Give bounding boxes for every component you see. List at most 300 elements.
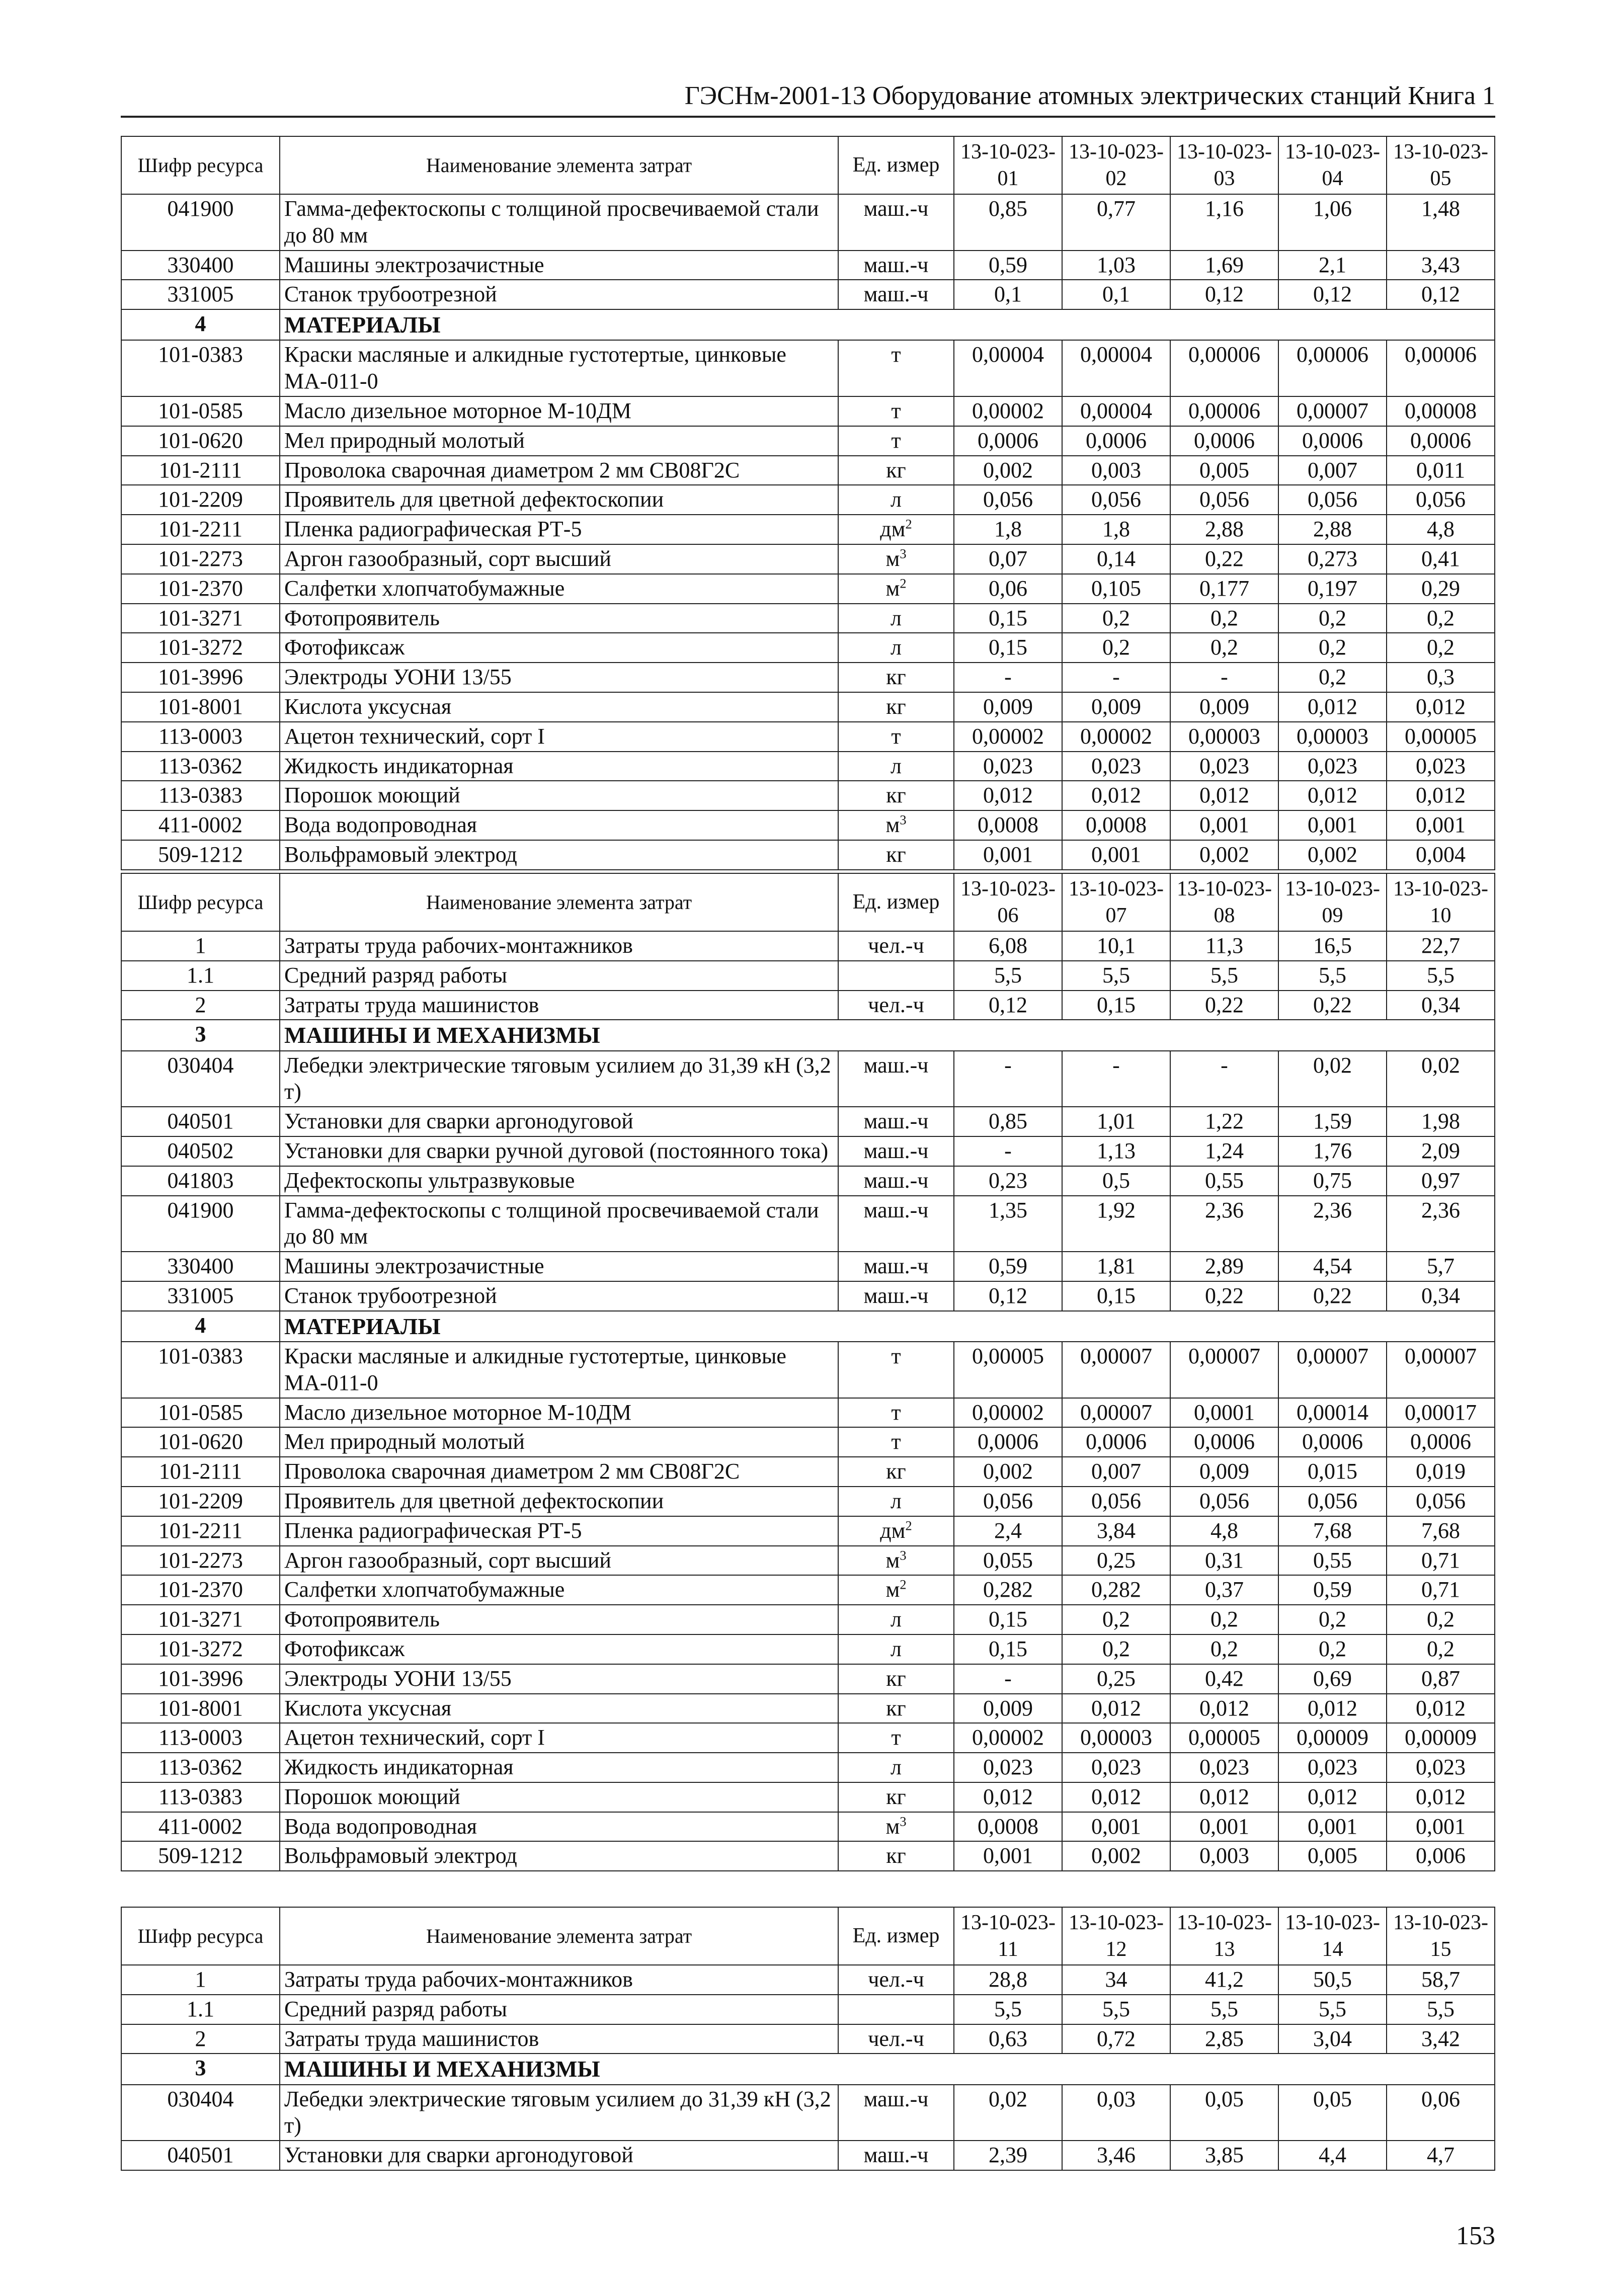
resource-name: Станок трубоотрезной [280,1281,838,1311]
resource-name: Ацетон технический, сорт I [280,722,838,752]
value-cell: 0,177 [1170,574,1278,604]
value-cell: 0,15 [954,1605,1062,1634]
value-cell: 0,0006 [1387,426,1495,456]
resource-name: Порошок моющий [280,781,838,810]
resource-name: Гамма-дефектоскопы с толщиной просвечиваемой стали до 80 мм [280,1196,838,1252]
value-cell: 2,88 [1170,515,1278,544]
value-cell: 0,00002 [954,396,1062,426]
value-cell: 0,00006 [1387,340,1495,396]
value-cell: 2,85 [1170,2024,1278,2054]
table-row [121,752,1495,781]
table-row [121,1782,1495,1812]
value-cell: - [1170,1051,1278,1107]
value-cell: 0,34 [1387,991,1495,1020]
resource-code: 041900 [121,1196,280,1252]
unit-cell [838,1252,954,1281]
value-cell: 0,00003 [1170,722,1278,752]
table-row [121,1196,1495,1252]
value-cell: 2,89 [1170,1252,1278,1281]
resource-code: 101-2370 [121,574,280,604]
resource-name: Фотофиксаж [280,1634,838,1664]
value-cell: 0,012 [1387,1782,1495,1812]
unit-exponent: 2 [900,576,907,591]
resource-code: 101-8001 [121,692,280,722]
unit-text: кг [886,694,906,719]
value-cell: - [954,1051,1062,1107]
unit-text: маш.-ч [863,2143,929,2168]
table-row [121,633,1495,663]
unit-text: кг [886,665,906,690]
resource-name: Мел природный молотый [280,1427,838,1457]
column-header-rate-code: 13-10-023-05 [1387,136,1495,194]
unit-cell [838,340,954,396]
value-cell: 0,5 [1062,1166,1170,1196]
value-cell: 1,48 [1387,194,1495,251]
value-cell: 0,2 [1278,604,1387,633]
table-row [121,931,1495,961]
value-cell: 1,01 [1062,1107,1170,1136]
unit-text: маш.-ч [863,1138,929,1163]
value-cell: 0,02 [954,2085,1062,2141]
unit-cell [838,1634,954,1664]
value-cell: 0,0006 [1170,426,1278,456]
unit-text: чел.-ч [868,933,924,958]
unit-cell [838,1812,954,1842]
table-row [121,340,1495,396]
unit-text: м [885,576,900,601]
table-row [121,604,1495,633]
value-cell: 0,42 [1170,1664,1278,1694]
table-row [121,2141,1495,2170]
unit-text: л [891,487,902,512]
value-cell: 0,2 [1387,604,1495,633]
resource-name: Станок трубоотрезной [280,280,838,309]
header-row [121,1907,1495,1965]
unit-cell [838,251,954,280]
value-cell: 0,05 [1170,2085,1278,2141]
unit-text: м [885,1577,900,1602]
resource-name: Затраты труда рабочих-монтажников [280,1965,838,1995]
value-cell: 0,75 [1278,1166,1387,1196]
column-header-rate-code: 13-10-023-02 [1062,136,1170,194]
unit-cell [838,1516,954,1546]
table-row [121,1342,1495,1398]
value-cell: 0,2 [1387,633,1495,663]
value-cell: 0,002 [954,1457,1062,1487]
value-cell: 2,36 [1387,1196,1495,1252]
value-cell: 0,0006 [954,1427,1062,1457]
resource-code: 2 [121,2024,280,2054]
value-cell: 0,002 [954,456,1062,485]
column-header-code: Шифр ресурса [121,1907,280,1965]
value-cell: 5,7 [1387,1252,1495,1281]
unit-text: дм [880,1518,906,1543]
unit-text: кг [886,783,906,808]
resource-name: Вольфрамовый электрод [280,1841,838,1871]
resource-code: 113-0003 [121,1723,280,1753]
resource-name: Средний разряд работы [280,961,838,991]
value-cell: 0,0006 [1278,426,1387,456]
value-cell: 3,85 [1170,2141,1278,2170]
table-row [121,544,1495,574]
unit-text: т [891,398,901,423]
column-header-name: Наименование элемента затрат [280,1907,838,1965]
value-cell: 28,8 [954,1965,1062,1995]
table-row [121,1694,1495,1724]
table-row [121,1634,1495,1664]
resource-code: 411-0002 [121,810,280,840]
value-cell: 0,37 [1170,1575,1278,1605]
value-cell: 10,1 [1062,931,1170,961]
value-cell: 0,023 [954,1753,1062,1782]
value-cell: 0,009 [1062,692,1170,722]
value-cell: 0,012 [1062,1694,1170,1724]
value-cell: 11,3 [1170,931,1278,961]
resource-code: 101-2111 [121,1457,280,1487]
value-cell: 0,007 [1278,456,1387,485]
unit-cell [838,544,954,574]
resource-name: Электроды УОНИ 13/55 [280,663,838,692]
column-header-rate-code: 13-10-023-10 [1387,873,1495,931]
value-cell: 1,76 [1278,1136,1387,1166]
table-row [121,1252,1495,1281]
table-row [121,810,1495,840]
unit-exponent: 3 [900,812,907,828]
resource-code: 113-0362 [121,752,280,781]
section-row [121,1311,1495,1342]
unit-text: маш.-ч [863,1109,929,1134]
table-row [121,722,1495,752]
resource-code: 113-0383 [121,1782,280,1812]
value-cell: 0,003 [1062,456,1170,485]
value-cell: 0,009 [1170,692,1278,722]
unit-cell [838,604,954,633]
value-cell: 0,00006 [1170,396,1278,426]
value-cell: 0,22 [1170,544,1278,574]
table-row [121,194,1495,251]
value-cell: 0,87 [1387,1664,1495,1694]
value-cell: 0,009 [1170,1457,1278,1487]
resource-code: 2 [121,991,280,1020]
resource-name: Фотофиксаж [280,633,838,663]
resource-code: 101-3271 [121,1605,280,1634]
value-cell: - [1062,1051,1170,1107]
value-cell: 0,002 [1062,1841,1170,1871]
table-row [121,396,1495,426]
resource-name: Салфетки хлопчатобумажные [280,1575,838,1605]
value-cell: 0,001 [954,840,1062,870]
resource-code: 4 [121,1311,280,1342]
value-cell: 0,00007 [1062,1342,1170,1398]
value-cell: 0,85 [954,1107,1062,1136]
table-row [121,1575,1495,1605]
unit-text: маш.-ч [863,196,929,221]
column-header-code: Шифр ресурса [121,873,280,931]
resource-name: Лебедки электрические тяговым усилием до 31,39 кН (3,2 т) [280,1051,838,1107]
table-row [121,456,1495,485]
unit-text: кг [886,1695,906,1720]
value-cell: 0,05 [1278,2085,1387,2141]
value-cell: 5,5 [1278,961,1387,991]
column-header-code: Шифр ресурса [121,136,280,194]
column-header-rate-code: 13-10-023-14 [1278,1907,1387,1965]
table-row [121,1723,1495,1753]
value-cell: 0,77 [1062,194,1170,251]
section-title: МАТЕРИАЛЫ [280,1311,1495,1342]
resource-code: 101-2209 [121,1487,280,1516]
resource-name: Затраты труда рабочих-монтажников [280,931,838,961]
resource-name: Краски масляные и алкидные густотертые, цинковые МА-011-0 [280,340,838,396]
table-row [121,280,1495,309]
unit-text: кг [886,457,906,482]
resource-code: 113-0383 [121,781,280,810]
value-cell: 0,12 [1387,280,1495,309]
value-cell: 4,4 [1278,2141,1387,2170]
value-cell: 0,023 [1278,1753,1387,1782]
unit-exponent: 2 [905,516,912,532]
resource-name: Жидкость индикаторная [280,1753,838,1782]
value-cell: - [954,663,1062,692]
value-cell: 4,7 [1387,2141,1495,2170]
value-cell: 0,023 [1170,752,1278,781]
resource-code: 101-3272 [121,633,280,663]
resource-code: 040501 [121,1107,280,1136]
value-cell: 0,2 [1062,1634,1170,1664]
value-cell: 2,36 [1170,1196,1278,1252]
resource-code: 030404 [121,2085,280,2141]
value-cell: 0,00002 [954,722,1062,752]
value-cell: 0,00006 [1278,340,1387,396]
unit-cell [838,722,954,752]
value-cell: 0,63 [954,2024,1062,2054]
value-cell: 1,35 [954,1196,1062,1252]
resource-name: Проволока сварочная диаметром 2 мм СВ08Г2С [280,1457,838,1487]
value-cell: 1,22 [1170,1107,1278,1136]
unit-cell [838,692,954,722]
resource-name: Вода водопроводная [280,810,838,840]
value-cell: 0,005 [1278,1841,1387,1871]
unit-text: л [891,753,902,778]
table-row [121,1457,1495,1487]
value-cell: 0,1 [954,280,1062,309]
column-header-name: Наименование элемента затрат [280,136,838,194]
unit-cell [838,1694,954,1724]
value-cell: 0,056 [1278,1487,1387,1516]
unit-cell [838,396,954,426]
value-cell: 0,1 [1062,280,1170,309]
value-cell: 0,22 [1170,991,1278,1020]
header-row [121,136,1495,194]
value-cell: 0,00007 [1278,1342,1387,1398]
table-row [121,515,1495,544]
value-cell: 3,43 [1387,251,1495,280]
table-row [121,1281,1495,1311]
value-cell: 0,056 [1062,485,1170,515]
unit-text: т [891,723,901,749]
unit-cell [838,194,954,251]
value-cell: 0,001 [1062,1812,1170,1842]
value-cell: 0,012 [1062,781,1170,810]
unit-text: л [891,1755,902,1780]
value-cell: 5,5 [1062,1995,1170,2024]
value-cell: 0,02 [1387,1051,1495,1107]
value-cell: 0,00002 [1062,722,1170,752]
value-cell: 0,29 [1387,574,1495,604]
unit-cell [838,1136,954,1166]
unit-text: дм [880,517,906,542]
unit-cell [838,280,954,309]
resource-code: 101-2209 [121,485,280,515]
resource-code: 101-3272 [121,1634,280,1664]
value-cell: 0,55 [1170,1166,1278,1196]
resource-name: Масло дизельное моторное М-10ДМ [280,1398,838,1428]
value-cell: 1,8 [954,515,1062,544]
value-cell: 2,88 [1278,515,1387,544]
value-cell: 0,00003 [1278,722,1387,752]
value-cell: 2,4 [954,1516,1062,1546]
value-cell: 0,34 [1387,1281,1495,1311]
value-cell: 0,00004 [1062,396,1170,426]
value-cell: 0,00007 [1062,1398,1170,1428]
resource-code: 101-2370 [121,1575,280,1605]
value-cell: 22,7 [1387,931,1495,961]
section-title: МАТЕРИАЛЫ [280,309,1495,340]
resource-code: 101-3271 [121,604,280,633]
value-cell: 0,3 [1387,663,1495,692]
value-cell: 0,0008 [954,810,1062,840]
value-cell: 1,81 [1062,1252,1170,1281]
value-cell: 0,001 [1170,1812,1278,1842]
value-cell: 0,001 [1278,810,1387,840]
unit-text: т [891,1400,901,1425]
unit-text: м [885,1814,900,1839]
value-cell: 0,07 [954,544,1062,574]
unit-text: кг [886,1843,906,1868]
value-cell: 41,2 [1170,1965,1278,1995]
value-cell: 0,23 [954,1166,1062,1196]
unit-text: т [891,342,901,367]
value-cell: 0,00017 [1387,1398,1495,1428]
unit-cell [838,456,954,485]
value-cell: 3,46 [1062,2141,1170,2170]
column-header-rate-code: 13-10-023-06 [954,873,1062,931]
unit-cell [838,1995,954,2024]
value-cell: 1,03 [1062,251,1170,280]
resource-name: Проявитель для цветной дефектоскопии [280,485,838,515]
value-cell: 0,0006 [1062,1427,1170,1457]
unit-exponent: 2 [900,1577,907,1592]
value-cell: 1,8 [1062,515,1170,544]
unit-text: л [891,1607,902,1632]
column-header-rate-code: 13-10-023-03 [1170,136,1278,194]
value-cell: 0,14 [1062,544,1170,574]
unit-exponent: 2 [905,1518,912,1533]
value-cell: 0,85 [954,194,1062,251]
resource-name: Аргон газообразный, сорт высший [280,544,838,574]
value-cell: 0,0006 [1170,1427,1278,1457]
value-cell: 6,08 [954,931,1062,961]
resource-name: Установки для сварки аргонодуговой [280,2141,838,2170]
resource-code: 040501 [121,2141,280,2170]
unit-cell [838,991,954,1020]
value-cell: 2,36 [1278,1196,1387,1252]
value-cell: 0,0006 [1062,426,1170,456]
table-row [121,1605,1495,1634]
resource-code: 101-3996 [121,1664,280,1694]
resource-name: Установки для сварки ручной дуговой (постоянного тока) [280,1136,838,1166]
unit-cell [838,1457,954,1487]
value-cell: 0,001 [1387,1812,1495,1842]
resource-code: 1 [121,931,280,961]
value-cell: 0,012 [1170,781,1278,810]
value-cell: 0,023 [1170,1753,1278,1782]
resource-code: 113-0003 [121,722,280,752]
value-cell: 0,001 [1170,810,1278,840]
value-cell: 0,056 [1387,1487,1495,1516]
value-cell: 1,13 [1062,1136,1170,1166]
resource-code: 330400 [121,251,280,280]
value-cell: 0,056 [1387,485,1495,515]
resource-name: Краски масляные и алкидные густотертые, цинковые МА-011-0 [280,1342,838,1398]
value-cell: 0,056 [954,1487,1062,1516]
table-row [121,485,1495,515]
unit-text: л [891,635,902,660]
unit-exponent: 3 [900,1814,907,1829]
value-cell: 0,00007 [1387,1342,1495,1398]
value-cell: 0,012 [1278,781,1387,810]
resource-name: Установки для сварки аргонодуговой [280,1107,838,1136]
unit-text: т [891,1343,901,1368]
value-cell: 0,15 [1062,991,1170,1020]
column-header-unit: Ед. измер [838,136,954,194]
value-cell: 5,5 [954,1995,1062,2024]
table-row [121,426,1495,456]
value-cell: 0,012 [1387,692,1495,722]
unit-cell [838,426,954,456]
value-cell: 0,22 [1170,1281,1278,1311]
unit-text: чел.-ч [868,2026,924,2051]
value-cell: 0,00005 [1170,1723,1278,1753]
value-cell: 2,1 [1278,251,1387,280]
unit-text: т [891,1725,901,1750]
unit-text: маш.-ч [863,1254,929,1279]
table-row [121,1753,1495,1782]
resource-name: Затраты труда машинистов [280,2024,838,2054]
value-cell: 34 [1062,1965,1170,1995]
value-cell: 7,68 [1387,1516,1495,1546]
resource-code: 101-0620 [121,1427,280,1457]
resource-name: Масло дизельное моторное М-10ДМ [280,396,838,426]
column-header-rate-code: 13-10-023-15 [1387,1907,1495,1965]
header-row [121,873,1495,931]
unit-cell [838,961,954,991]
value-cell: 0,00005 [954,1342,1062,1398]
value-cell: 0,71 [1387,1546,1495,1576]
value-cell: 0,15 [954,604,1062,633]
resource-code: 101-2273 [121,1546,280,1576]
value-cell: 4,8 [1387,515,1495,544]
value-cell: 5,5 [1387,1995,1495,2024]
value-cell: 0,12 [954,1281,1062,1311]
value-cell: - [1062,663,1170,692]
value-cell: 0,019 [1387,1457,1495,1487]
resource-code: 101-0585 [121,1398,280,1428]
resource-code: 411-0002 [121,1812,280,1842]
resource-name: Кислота уксусная [280,692,838,722]
unit-text: кг [886,1459,906,1484]
unit-cell [838,1281,954,1311]
value-cell: 0,0006 [1278,1427,1387,1457]
